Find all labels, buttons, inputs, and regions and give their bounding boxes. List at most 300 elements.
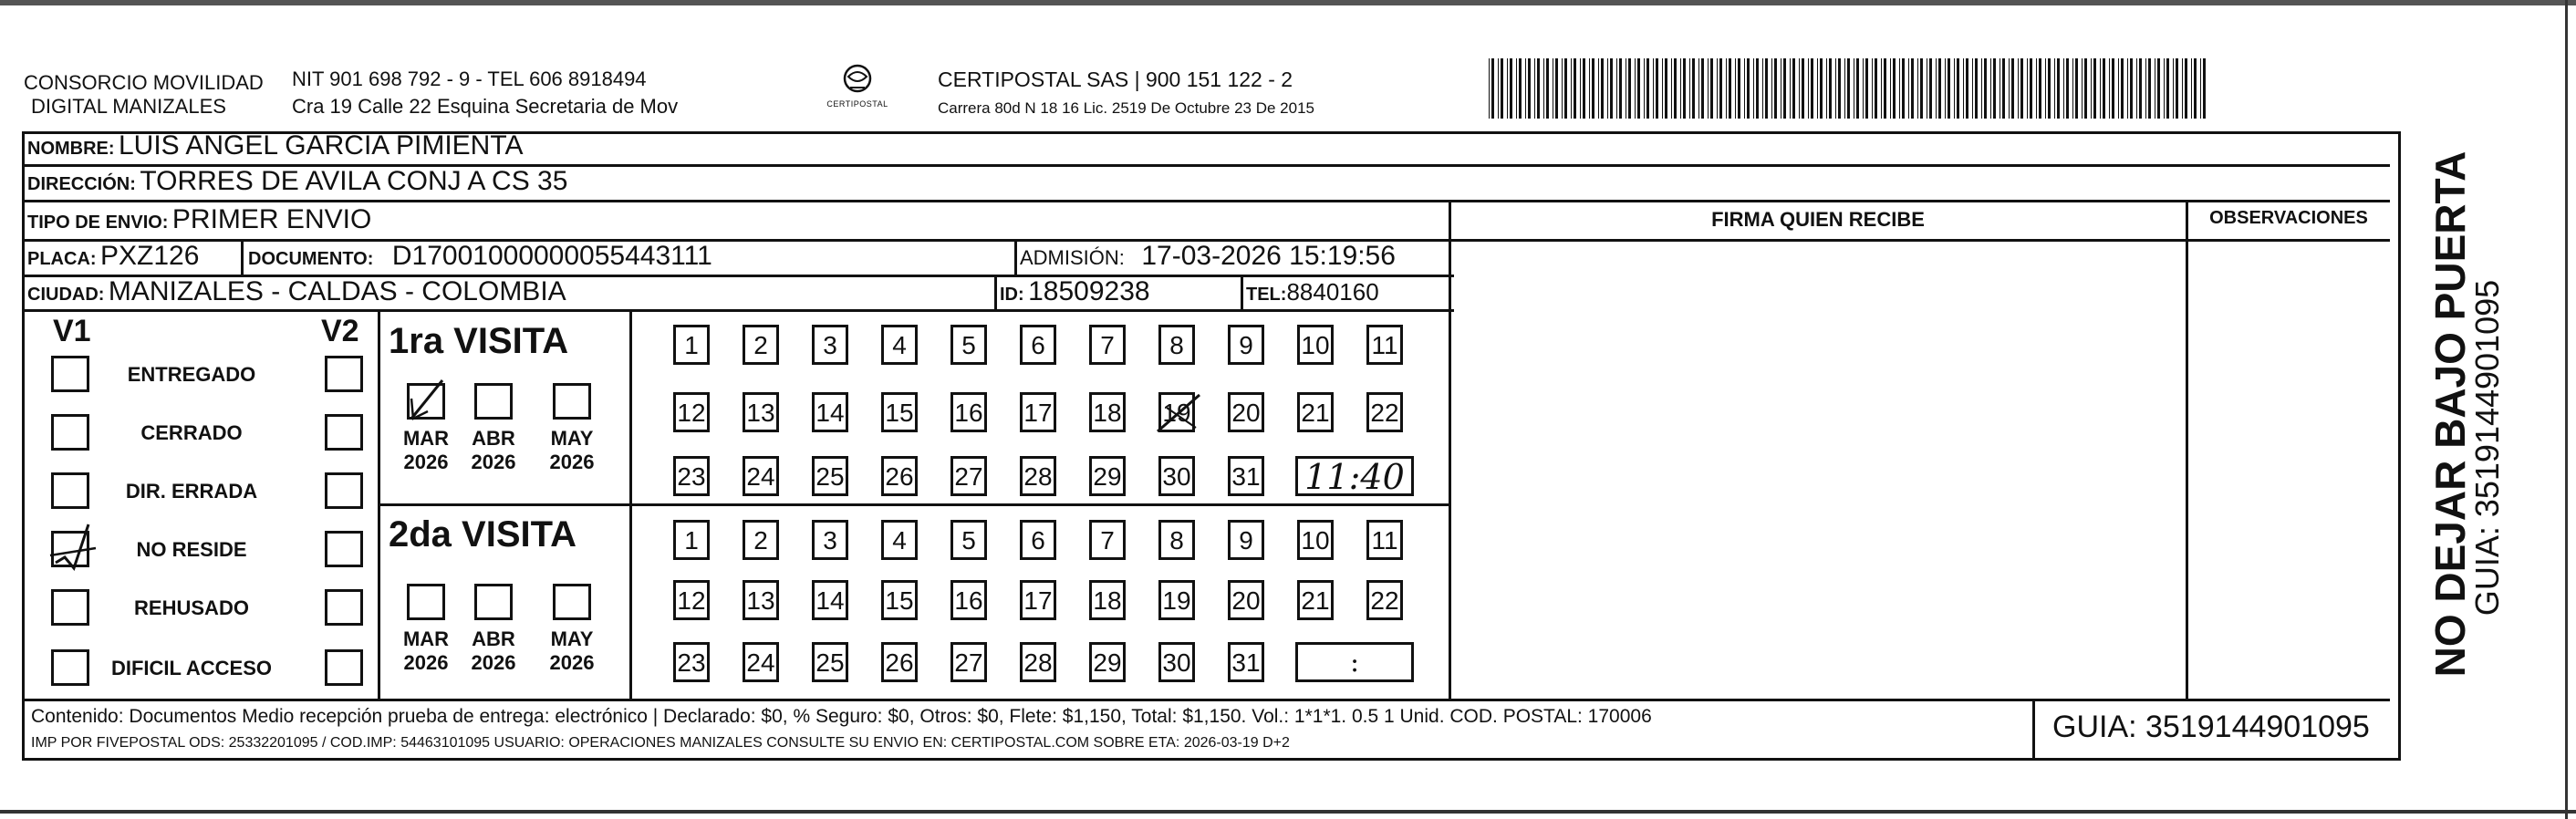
month-year: 2026 bbox=[549, 451, 595, 473]
barcode-bar bbox=[1689, 58, 1690, 119]
barcode-bar bbox=[1510, 58, 1512, 119]
first-visit-day-box[interactable]: 8 bbox=[1158, 325, 1195, 365]
barcode-bar bbox=[1936, 58, 1937, 119]
barcode-bar bbox=[1601, 58, 1604, 119]
barcode-bar bbox=[1637, 58, 1640, 119]
nit-line: NIT 901 698 792 - 9 - TEL 606 8918494 bbox=[292, 67, 647, 90]
barcode-bar bbox=[1929, 58, 1932, 119]
barcode-bar bbox=[1756, 58, 1759, 119]
second-visit-day-box[interactable]: 14 bbox=[812, 580, 848, 620]
direccion-value: TORRES DE AVILA CONJ A CS 35 bbox=[140, 166, 568, 196]
tel-divider bbox=[1241, 275, 1243, 311]
barcode-bar bbox=[1747, 58, 1750, 119]
nombre-value: LUIS ANGEL GARCIA PIMIENTA bbox=[119, 130, 524, 161]
ciudad-label: CIUDAD: bbox=[27, 285, 105, 305]
barcode-bar bbox=[2020, 58, 2023, 119]
barcode-bar bbox=[1917, 58, 1918, 119]
marked-day-number: 19 bbox=[1162, 399, 1191, 427]
second-visit-day-box[interactable]: 17 bbox=[1020, 580, 1056, 620]
barcode-bar bbox=[2009, 58, 2010, 119]
barcode-bar bbox=[2057, 58, 2060, 119]
barcode-bar bbox=[1856, 58, 1859, 119]
barcode-bar bbox=[2002, 58, 2005, 119]
status-label: CERRADO bbox=[140, 421, 243, 444]
barcode-bar bbox=[2157, 58, 2160, 119]
barcode-bar bbox=[1765, 58, 1768, 119]
barcode-bar bbox=[1790, 58, 1791, 119]
barcode-bar bbox=[1628, 58, 1631, 119]
barcode-bar bbox=[2036, 58, 2037, 119]
barcode-bar bbox=[1826, 58, 1827, 119]
first-visit-day-box[interactable]: 20 bbox=[1228, 392, 1264, 432]
barcode-bar bbox=[2139, 58, 2142, 119]
barcode-bar bbox=[1872, 58, 1873, 119]
barcode-bar bbox=[1534, 58, 1535, 119]
barcode-bar bbox=[1701, 58, 1704, 119]
id-field bbox=[1000, 276, 1150, 307]
barcode-bar bbox=[2182, 58, 2183, 119]
second-visit-month-checkbox[interactable] bbox=[553, 584, 591, 620]
observaciones-divider bbox=[2186, 202, 2188, 699]
month-year: 2026 bbox=[549, 651, 595, 674]
second-visit-day-box[interactable]: 15 bbox=[881, 580, 918, 620]
first-visit-day-box[interactable]: 22 bbox=[1366, 392, 1403, 432]
ciudad-value: MANIZALES - CALDAS - COLOMBIA bbox=[108, 276, 566, 306]
first-visit-day-box[interactable]: 31 bbox=[1228, 456, 1264, 496]
barcode-bar bbox=[1865, 58, 1868, 119]
barcode-bar bbox=[2185, 58, 2187, 119]
barcode-bar bbox=[2084, 58, 2087, 119]
barcode-bar bbox=[2118, 58, 2119, 119]
barcode-bar bbox=[1592, 58, 1594, 119]
barcode-bar bbox=[1726, 58, 1727, 119]
second-visit-day-box[interactable]: 27 bbox=[950, 642, 987, 682]
second-visit-month-checkbox[interactable] bbox=[474, 584, 513, 620]
second-visit-day-box[interactable]: 8 bbox=[1158, 520, 1195, 560]
firma-label: FIRMA QUIEN RECIBE bbox=[1711, 208, 1925, 231]
first-visit-day-box[interactable]: 2 bbox=[743, 325, 779, 365]
bottom-scan-edge bbox=[0, 810, 2576, 814]
top-scan-edge bbox=[0, 0, 2576, 5]
second-visit-title: 2da VISITA bbox=[389, 514, 576, 555]
barcode-bar bbox=[1938, 58, 1941, 119]
barcode-bar bbox=[1735, 58, 1736, 119]
barcode-bar bbox=[1811, 58, 1813, 119]
documento-field bbox=[248, 241, 712, 272]
month-label bbox=[543, 427, 601, 474]
row-divider bbox=[22, 309, 1454, 312]
barcode-bar bbox=[1607, 58, 1608, 119]
first-visit-month-checkbox[interactable] bbox=[553, 383, 591, 420]
barcode-bar bbox=[1555, 58, 1558, 119]
first-visit-day-box[interactable]: 13 bbox=[743, 392, 779, 432]
second-visit-day-box[interactable]: 4 bbox=[881, 520, 918, 560]
second-visit-day-box[interactable]: 31 bbox=[1228, 642, 1264, 682]
barcode-bar bbox=[1692, 58, 1695, 119]
v1-checkbox[interactable] bbox=[51, 356, 89, 392]
month-name: ABR bbox=[472, 427, 515, 450]
v2-checkbox[interactable] bbox=[325, 356, 363, 392]
placa-divider bbox=[241, 239, 244, 275]
status-label: REHUSADO bbox=[134, 596, 249, 619]
side-warning: NO DEJAR BAJO PUERTA bbox=[2426, 150, 2474, 678]
barcode-bar bbox=[1890, 58, 1891, 119]
v2-checkbox[interactable] bbox=[325, 589, 363, 626]
barcode-bar bbox=[1762, 58, 1763, 119]
v1-checkbox[interactable] bbox=[51, 589, 89, 626]
barcode-bar bbox=[2100, 58, 2101, 119]
second-visit-day-box[interactable]: 6 bbox=[1020, 520, 1056, 560]
admision-field bbox=[1020, 241, 1396, 272]
guia-footer-divider bbox=[2032, 699, 2035, 761]
barcode-bar bbox=[2011, 58, 2014, 119]
first-visit-day-box[interactable]: 10 bbox=[1297, 325, 1334, 365]
company-details bbox=[292, 67, 678, 119]
barcode-bar bbox=[2127, 58, 2128, 119]
second-visit-day-box[interactable]: 20 bbox=[1228, 580, 1264, 620]
barcode-bar bbox=[2063, 58, 2064, 119]
first-visit-day-box[interactable]: 27 bbox=[950, 456, 987, 496]
barcode-bar bbox=[1635, 58, 1636, 119]
barcode-bar bbox=[1948, 58, 1950, 119]
second-visit-day-box[interactable]: 23 bbox=[673, 642, 710, 682]
first-visit-day-box[interactable]: 7 bbox=[1089, 325, 1126, 365]
v2-checkbox[interactable] bbox=[325, 472, 363, 509]
tel-field bbox=[1246, 278, 1379, 306]
admision-label: ADMISIÓN: bbox=[1020, 246, 1125, 269]
barcode-bar bbox=[1528, 58, 1531, 119]
barcode-bar bbox=[2091, 58, 2092, 119]
barcode-bar bbox=[2136, 58, 2137, 119]
first-visit-day-box[interactable]: 17 bbox=[1020, 392, 1056, 432]
barcode-bar bbox=[1589, 58, 1590, 119]
visit-row-divider bbox=[378, 503, 1449, 506]
second-visit-day-box[interactable]: 18 bbox=[1089, 580, 1126, 620]
second-visit-day-box[interactable]: 24 bbox=[743, 642, 779, 682]
second-visit-day-box[interactable]: 12 bbox=[673, 580, 710, 620]
barcode-bar bbox=[1619, 58, 1622, 119]
barcode-bar bbox=[2054, 58, 2055, 119]
barcode-bar bbox=[1683, 58, 1686, 119]
first-visit-day-box[interactable]: 28 bbox=[1020, 456, 1056, 496]
tipo-envio-value: PRIMER ENVIO bbox=[171, 204, 372, 234]
barcode-bar bbox=[1708, 58, 1709, 119]
second-visit-day-box[interactable]: 13 bbox=[743, 580, 779, 620]
first-visit-day-box[interactable]: 23 bbox=[673, 456, 710, 496]
v1-checkbox[interactable] bbox=[51, 472, 89, 509]
second-visit-day-box[interactable]: 30 bbox=[1158, 642, 1195, 682]
first-visit-day-box[interactable]: 6 bbox=[1020, 325, 1056, 365]
second-visit-day-box[interactable]: 26 bbox=[881, 642, 918, 682]
v1-label: V1 bbox=[53, 314, 91, 348]
right-scan-edge bbox=[2565, 0, 2568, 819]
barcode-bar bbox=[1957, 58, 1959, 119]
barcode-bar bbox=[1820, 58, 1823, 119]
documento-value: D17001000000055443111 bbox=[391, 241, 712, 271]
barcode-bar bbox=[1656, 58, 1658, 119]
id-divider bbox=[994, 275, 997, 311]
barcode-bar bbox=[1945, 58, 1946, 119]
barcode-bar bbox=[1838, 58, 1841, 119]
second-visit-day-box[interactable]: 25 bbox=[812, 642, 848, 682]
side-text bbox=[2405, 146, 2506, 678]
barcode-bar bbox=[1881, 58, 1882, 119]
logo-text: CERTIPOSTAL bbox=[826, 99, 888, 109]
barcode-bar bbox=[2048, 58, 2051, 119]
barcode-bar bbox=[2191, 58, 2192, 119]
handwritten-check-icon bbox=[406, 377, 452, 422]
barcode-bar bbox=[1610, 58, 1613, 119]
first-visit-day-box[interactable]: 11 bbox=[1366, 325, 1403, 365]
barcode-bar bbox=[2194, 58, 2197, 119]
barcode-bar bbox=[1717, 58, 1718, 119]
tel-value: 8840160 bbox=[1286, 278, 1379, 306]
second-visit-day-box[interactable]: 28 bbox=[1020, 642, 1056, 682]
barcode-bar bbox=[1525, 58, 1526, 119]
barcode-bar bbox=[1954, 58, 1955, 119]
barcode-bar bbox=[2200, 58, 2201, 119]
barcode-bar bbox=[1835, 58, 1836, 119]
second-visit-day-box[interactable]: 9 bbox=[1228, 520, 1264, 560]
barcode-bar bbox=[1519, 58, 1522, 119]
barcode-bar bbox=[1580, 58, 1581, 119]
barcode-bar bbox=[1975, 58, 1978, 119]
barcode-bar bbox=[2018, 58, 2019, 119]
barcode-bar bbox=[2103, 58, 2105, 119]
barcode-bar bbox=[1507, 58, 1508, 119]
barcode-bar bbox=[1899, 58, 1900, 119]
barcode-bar bbox=[1729, 58, 1731, 119]
company-name bbox=[24, 71, 264, 119]
barcode-bar bbox=[1616, 58, 1617, 119]
second-visit-time-box[interactable]: : bbox=[1295, 642, 1414, 682]
v2-label: V2 bbox=[321, 314, 359, 348]
first-visit-day-box[interactable]: 9 bbox=[1228, 325, 1264, 365]
month-label bbox=[543, 627, 601, 675]
barcode-bar bbox=[2121, 58, 2124, 119]
barcode-graphic bbox=[1489, 58, 2209, 119]
barcode-bar bbox=[2039, 58, 2041, 119]
barcode-bar bbox=[1753, 58, 1754, 119]
certipostal-logo bbox=[821, 64, 894, 115]
month-label bbox=[397, 427, 455, 474]
first-visit-month-checkbox[interactable] bbox=[407, 383, 445, 420]
first-visit-time-box[interactable]: 11:40 bbox=[1295, 456, 1414, 496]
admision-value: 17-03-2026 15:19:56 bbox=[1141, 241, 1396, 271]
logo-emblem-icon bbox=[837, 64, 878, 95]
barcode-bar bbox=[1802, 58, 1804, 119]
barcode-bar bbox=[1674, 58, 1677, 119]
barcode-bar bbox=[1808, 58, 1809, 119]
barcode-bar bbox=[1984, 58, 1987, 119]
month-name: ABR bbox=[472, 627, 515, 650]
company-line-1: CONSORCIO MOVILIDAD bbox=[24, 71, 264, 94]
footer-imp: IMP POR FIVEPOSTAL ODS: 25332201095 / COD.IMP: 54463101095 USUARIO: OPERACIONES MANIZALES CONSULTE SU ENVIO EN: CERTIPOSTAL.COM SOBRE ETA: 2026-03-19 D+2 bbox=[31, 735, 1290, 751]
second-visit-day-box[interactable]: 3 bbox=[812, 520, 848, 560]
documento-label: DOCUMENTO: bbox=[248, 249, 374, 269]
nombre-label: NOMBRE: bbox=[27, 139, 115, 159]
barcode-bar bbox=[1920, 58, 1923, 119]
barcode-bar bbox=[2203, 58, 2206, 119]
barcode-bar bbox=[1847, 58, 1850, 119]
barcode-bar bbox=[2072, 58, 2073, 119]
v1-checkbox[interactable] bbox=[51, 531, 89, 567]
month-year: 2026 bbox=[471, 451, 516, 473]
barcode-bar bbox=[1875, 58, 1877, 119]
first-visit-day-box[interactable]: 30 bbox=[1158, 456, 1195, 496]
barcode-bar bbox=[1662, 58, 1663, 119]
firma-divider bbox=[1449, 202, 1451, 699]
barcode-bar bbox=[1744, 58, 1745, 119]
first-visit-day-box[interactable]: 24 bbox=[743, 456, 779, 496]
first-visit-day-box[interactable]: 5 bbox=[950, 325, 987, 365]
barcode-bar bbox=[1966, 58, 1968, 119]
second-visit-month-checkbox[interactable] bbox=[407, 584, 445, 620]
status-label: DIFICIL ACCESO bbox=[110, 657, 272, 679]
second-visit-day-box[interactable]: 22 bbox=[1366, 580, 1403, 620]
nombre-field bbox=[27, 130, 523, 161]
barcode-bar bbox=[1644, 58, 1645, 119]
barcode-bar bbox=[2176, 58, 2178, 119]
barcode-bar bbox=[1799, 58, 1800, 119]
barcode-bar bbox=[1908, 58, 1909, 119]
first-visit-day-box[interactable]: 1 bbox=[673, 325, 710, 365]
first-visit-day-box[interactable]: 21 bbox=[1297, 392, 1334, 432]
barcode-bar bbox=[1546, 58, 1549, 119]
barcode-bar bbox=[2109, 58, 2110, 119]
courier-address: Carrera 80d N 18 16 Lic. 2519 De Octubre 23 De 2015 bbox=[938, 99, 1314, 117]
barcode-bar bbox=[1911, 58, 1914, 119]
side-guia: GUIA: 3519144901095 bbox=[2468, 279, 2506, 617]
month-year: 2026 bbox=[403, 451, 449, 473]
barcode-bar bbox=[1646, 58, 1649, 119]
barcode-bar bbox=[1680, 58, 1681, 119]
tel-label: TEL: bbox=[1246, 285, 1287, 305]
barcode-bar bbox=[1719, 58, 1722, 119]
barcode-bar bbox=[1501, 58, 1503, 119]
id-label: ID: bbox=[1000, 285, 1024, 305]
first-visit-day-box[interactable]: 18 bbox=[1089, 392, 1126, 432]
status-label: NO RESIDE bbox=[136, 538, 247, 561]
direccion-field bbox=[27, 166, 567, 197]
barcode-bar bbox=[1792, 58, 1795, 119]
first-visit-day-box[interactable]: 15 bbox=[881, 392, 918, 432]
second-visit-day-box[interactable]: 29 bbox=[1089, 642, 1126, 682]
month-label bbox=[464, 627, 523, 675]
barcode-bar bbox=[1498, 58, 1499, 119]
first-visit-day-box[interactable] bbox=[1158, 392, 1195, 432]
month-name: MAY bbox=[550, 427, 594, 450]
v2-checkbox[interactable] bbox=[325, 531, 363, 567]
v1-checkbox[interactable] bbox=[51, 414, 89, 451]
barcode-bar bbox=[1893, 58, 1896, 119]
first-visit-day-box[interactable]: 16 bbox=[950, 392, 987, 432]
v2-checkbox[interactable] bbox=[325, 414, 363, 451]
barcode-bar bbox=[2166, 58, 2169, 119]
barcode-bar bbox=[2066, 58, 2069, 119]
month-name: MAR bbox=[402, 427, 450, 450]
barcode-bar bbox=[1543, 58, 1544, 119]
barcode-bar bbox=[1771, 58, 1772, 119]
first-visit-month-checkbox[interactable] bbox=[474, 383, 513, 420]
barcode-bar bbox=[2030, 58, 2032, 119]
barcode-bar bbox=[1671, 58, 1672, 119]
barcode-bar bbox=[1993, 58, 1996, 119]
barcode-bar bbox=[1783, 58, 1786, 119]
barcode-bar bbox=[1774, 58, 1777, 119]
month-name: MAR bbox=[402, 627, 450, 650]
row-divider bbox=[22, 200, 2390, 202]
second-visit-day-box[interactable]: 21 bbox=[1297, 580, 1334, 620]
handwritten-strike-icon bbox=[1154, 391, 1209, 437]
barcode-bar bbox=[2145, 58, 2146, 119]
barcode-bar bbox=[2164, 58, 2165, 119]
barcode-bar bbox=[1972, 58, 1973, 119]
month-label bbox=[464, 427, 523, 474]
company-line-2: DIGITAL MANIZALES bbox=[31, 95, 226, 118]
barcode-bar bbox=[1598, 58, 1599, 119]
barcode-bar bbox=[1902, 58, 1905, 119]
barcode-bar bbox=[1571, 58, 1572, 119]
barcode-bar bbox=[1491, 58, 1494, 119]
barcode-bar bbox=[2075, 58, 2078, 119]
barcode-bar bbox=[1963, 58, 1964, 119]
barcode-bar bbox=[1884, 58, 1886, 119]
barcode-bar bbox=[1738, 58, 1740, 119]
first-visit-day-box[interactable]: 4 bbox=[881, 325, 918, 365]
month-year: 2026 bbox=[471, 651, 516, 674]
first-visit-day-box[interactable]: 25 bbox=[812, 456, 848, 496]
barcode-bar bbox=[1698, 58, 1699, 119]
first-visit-day-box[interactable]: 14 bbox=[812, 392, 848, 432]
second-visit-day-box[interactable]: 10 bbox=[1297, 520, 1334, 560]
barcode-bar bbox=[1583, 58, 1585, 119]
barcode-bar bbox=[1863, 58, 1864, 119]
second-visit-day-box[interactable]: 16 bbox=[950, 580, 987, 620]
barcode-bar bbox=[1844, 58, 1845, 119]
barcode-bar bbox=[1516, 58, 1517, 119]
footer-guia: GUIA: 3519144901095 bbox=[2052, 710, 2370, 744]
v1-checkbox[interactable] bbox=[51, 649, 89, 686]
barcode-bar bbox=[1653, 58, 1654, 119]
barcode-bar bbox=[1829, 58, 1832, 119]
barcode-bar bbox=[1990, 58, 1991, 119]
tipo-envio-label: TIPO DE ENVIO: bbox=[27, 213, 169, 233]
status-label: DIR. ERRADA bbox=[125, 480, 258, 503]
tipo-envio-field bbox=[27, 204, 371, 235]
v2-checkbox[interactable] bbox=[325, 649, 363, 686]
barcode-bar bbox=[2130, 58, 2133, 119]
first-visit-day-box[interactable]: 29 bbox=[1089, 456, 1126, 496]
second-visit-day-box[interactable]: 5 bbox=[950, 520, 987, 560]
second-visit-day-box[interactable]: 2 bbox=[743, 520, 779, 560]
ciudad-field bbox=[27, 276, 566, 307]
first-visit-day-box[interactable]: 26 bbox=[881, 456, 918, 496]
first-visit-day-box[interactable]: 12 bbox=[673, 392, 710, 432]
placa-field bbox=[27, 241, 199, 272]
barcode-bar bbox=[2148, 58, 2151, 119]
barcode-bar bbox=[2093, 58, 2096, 119]
second-visit-day-box[interactable]: 7 bbox=[1089, 520, 1126, 560]
barcode-bar bbox=[1489, 58, 1490, 119]
second-visit-day-box[interactable]: 1 bbox=[673, 520, 710, 560]
barcode-bar bbox=[1537, 58, 1540, 119]
observaciones-label: OBSERVACIONES bbox=[2209, 208, 2368, 228]
second-visit-day-box[interactable]: 19 bbox=[1158, 580, 1195, 620]
direccion-label: DIRECCIÓN: bbox=[27, 174, 136, 194]
second-visit-day-box[interactable]: 11 bbox=[1366, 520, 1403, 560]
first-visit-day-box[interactable]: 3 bbox=[812, 325, 848, 365]
